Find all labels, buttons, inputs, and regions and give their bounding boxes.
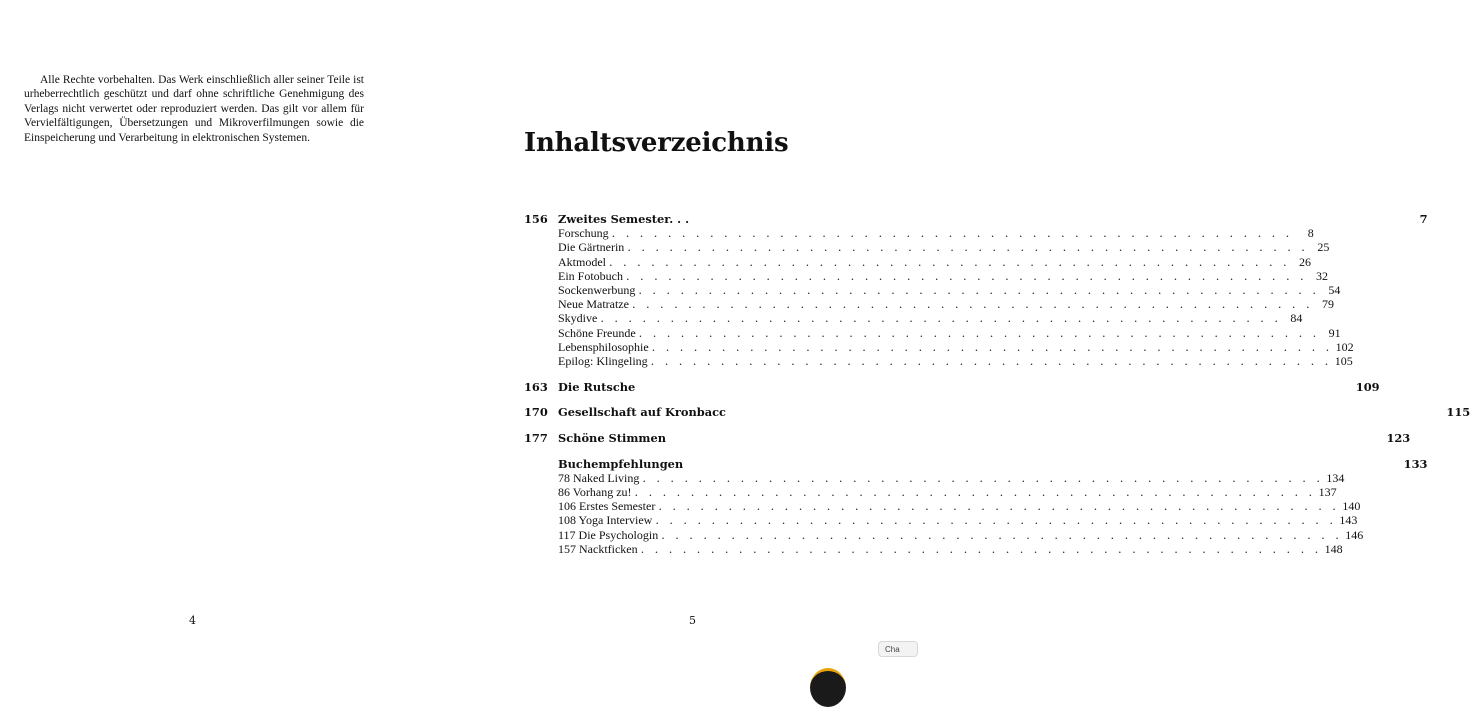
toc-leader: . . . . . . . . . . . . . . . . . . . . . . . . . . . . . . . . . . . . . . . . . . . . . . . . . [626,268,1308,283]
toc-subentry-title: 117 Die Psychologin [558,527,659,542]
toc-entry-title: Schöne Stimmen [558,430,666,445]
toc-subentry-title: 106 Erstes Semester [558,499,656,514]
chat-button[interactable]: Cha [878,641,918,657]
toc-subentry-page: 26 [1299,254,1312,269]
toc-entry-number: 156 [524,212,548,226]
toc-entry-title: Gesellschaft auf Kronbacc [558,405,726,420]
toc-subentry[interactable] [524,339,1354,354]
page-number-left: 4 [189,614,196,627]
toc-leader: . . . . . . . . . . . . . . . . . . . . . . . . . . . . . . . . . . . . . . . . . . . . . . . . . [640,541,1322,556]
toc-entry-page: 133 [1403,456,1428,471]
toc-entry[interactable] [524,212,1428,226]
toc-subentry-page: 84 [1290,311,1303,326]
toc-section [524,405,1470,420]
toc-entry-title: Die Rutsche [558,379,636,394]
copyright-notice [24,73,364,145]
toc-subentry[interactable] [524,499,1361,514]
toc-subentry-page: 148 [1324,541,1343,556]
toc-subentry-page: 91 [1328,325,1341,340]
toc-subentry-title: Neue Matratze [558,297,629,312]
toc-subentry-page: 102 [1335,339,1354,354]
toc-subentry-page: 25 [1317,240,1330,255]
toc-entry-page: 109 [1355,379,1380,394]
toc-leader: . . . . . . . . . . . . . . . . . . . . . . . . . . . . . . . . . . . . . . . . . . . . . . . . . [651,339,1333,354]
toc-section [524,212,1428,368]
toc-subentry[interactable] [524,527,1364,542]
toc-section [524,430,1411,445]
toc-subentry-page: 79 [1321,297,1334,312]
toc-leader: . . . . . . . . . . . . . . . . . . . . . . . . . . . . . . . . . . . . . . . . . . . . . . . . . [638,325,1320,340]
toc-subentry-title: Die Gärtnerin [558,240,625,255]
toc-subentry-title: 86 Vorhang zu! [558,485,632,499]
toc-subentry-page: 140 [1342,499,1361,514]
toc-entry-title: Zweites Semester. . . [558,212,690,226]
right-page [450,0,1470,675]
app-logo-icon [810,668,846,707]
toc-leader: . . . . . . . . . . . . . . . . . . . . . . . . . . . . . . . . . . . . . . . . . . . . . . . . . [627,240,1309,255]
toc-entry-number: 170 [524,405,548,420]
toc-subentry-title: Ein Fotobuch [558,268,623,283]
toc-subentry[interactable] [524,240,1330,255]
toc-leader: . . . . . . . . . . . . . . . . . . . . . . . . . . . . . . . . . . . . . . . . . . . . . . . . . [650,353,1332,368]
toc-subentry-page: 146 [1345,527,1364,542]
toc-subentry[interactable] [524,325,1341,340]
toc-title: Inhaltsverzeichnis [524,128,789,158]
toc-leader: . . . . . . . . . . . . . . . . . . . . . . . . . . . . . . . . . . . . . . . . . . . . . . . . . [642,470,1324,485]
toc-section [524,456,1428,556]
toc-subentry-page: 137 [1318,485,1337,499]
toc-entry-page: 115 [1446,405,1470,420]
toc-subentry[interactable] [524,541,1343,556]
toc-leader: . . . . . . . . . . . . . . . . . . . . . . . . . . . . . . . . . . . . . . . . . . . . . . . . . [638,282,1320,297]
toc-subentry-title: Sockenwerbung [558,282,636,297]
toc-entry[interactable] [524,379,1380,394]
toc-subentry-page: 32 [1316,268,1329,283]
left-page [0,0,450,675]
toc-subentry[interactable] [524,254,1312,269]
toc-leader: . . . . . . . . . . . . . . . . . . . . . . . . . . . . . . . . . . . . . . . . . . . . . . . . . [658,499,1340,514]
toc-subentry-page: 8 [1307,226,1314,241]
toc-leader: . . . . . . . . . . . . . . . . . . . . . . . . . . . . . . . . . . . . . . . . . . . . . . . . . [661,527,1343,542]
toc-subentry-page: 143 [1339,513,1358,528]
page-number-right: 5 [689,614,696,627]
toc-entry-number: 177 [524,430,548,445]
toc-entry-page: 123 [1386,430,1411,445]
toc-entry[interactable] [524,430,1411,445]
toc-entry[interactable] [524,456,1428,471]
toc-subentry[interactable] [524,311,1303,326]
toc-subentry[interactable] [524,297,1334,312]
toc-section [524,379,1380,394]
table-of-contents [524,212,1470,567]
toc-subentry[interactable] [524,485,1337,499]
toc-leader: . . . . . . . . . . . . . . . . . . . . . . . . . . . . . . . . . . . . . . . . . . . . . . . . . [655,513,1337,528]
toc-entry[interactable] [524,405,1470,420]
toc-subentry[interactable] [524,513,1358,528]
toc-subentry-title: Schöne Freunde [558,325,636,340]
toc-subentry-title: Epilog: Klingeling [558,353,648,368]
toc-subentry[interactable] [524,226,1314,241]
toc-leader: . . . . . . . . . . . . . . . . . . . . . . . . . . . . . . . . . . . . . . . . . . . . . . . . . [600,311,1282,326]
toc-leader: . . . . . . . . . . . . . . . . . . . . . . . . . . . . . . . . . . . . . . . . . . . . . . . . . [631,297,1313,312]
toc-subentry-page: 134 [1326,470,1345,485]
toc-leader: . . . . . . . . . . . . . . . . . . . . . . . . . . . . . . . . . . . . . . . . . . . . . . . . . [611,226,1293,241]
toc-subentry-title: 157 Nacktficken [558,541,638,556]
copyright-text: Alle Rechte vorbehalten. Das Werk einschließlich aller seiner Teile ist urheberrechtlich geschützt und darf ohne schriftliche Genehmigung des Verlags nicht verwertet oder reproduziert werden. Das gilt vor allem für Vervielfältigungen, Übersetzungen und Mikroverfilmungen sowie die Einspeicherung und Verarbeitung in elektronischen Systemen. [24,74,364,144]
toc-leader: . . . . . . . . . . . . . . . . . . . . . . . . . . . . . . . . . . . . . . . . . . . . . . . . . [634,485,1316,499]
toc-subentry-title: Lebensphilosophie [558,339,649,354]
toc-entry-page: 7 [1419,212,1428,226]
toc-entry-number: 163 [524,379,548,394]
toc-subentry-title: 78 Naked Living [558,470,640,485]
toc-leader: . . . . . . . . . . . . . . . . . . . . . . . . . . . . . . . . . . . . . . . . . . . . . . . . . [609,254,1291,269]
toc-subentry[interactable] [524,282,1341,297]
toc-subentry[interactable] [524,353,1353,368]
toc-subentry-title: 108 Yoga Interview [558,513,653,528]
toc-subentry-title: Aktmodel [558,254,606,269]
toc-subentry[interactable] [524,268,1329,283]
toc-subentry-page: 54 [1328,282,1341,297]
toc-subentry-page: 105 [1334,353,1353,368]
toc-subentry-title: Forschung [558,226,609,241]
toc-entry-title: Buchempfehlungen [558,456,684,471]
toc-subentry-title: Skydive [558,311,598,326]
toc-subentry[interactable] [524,470,1345,485]
